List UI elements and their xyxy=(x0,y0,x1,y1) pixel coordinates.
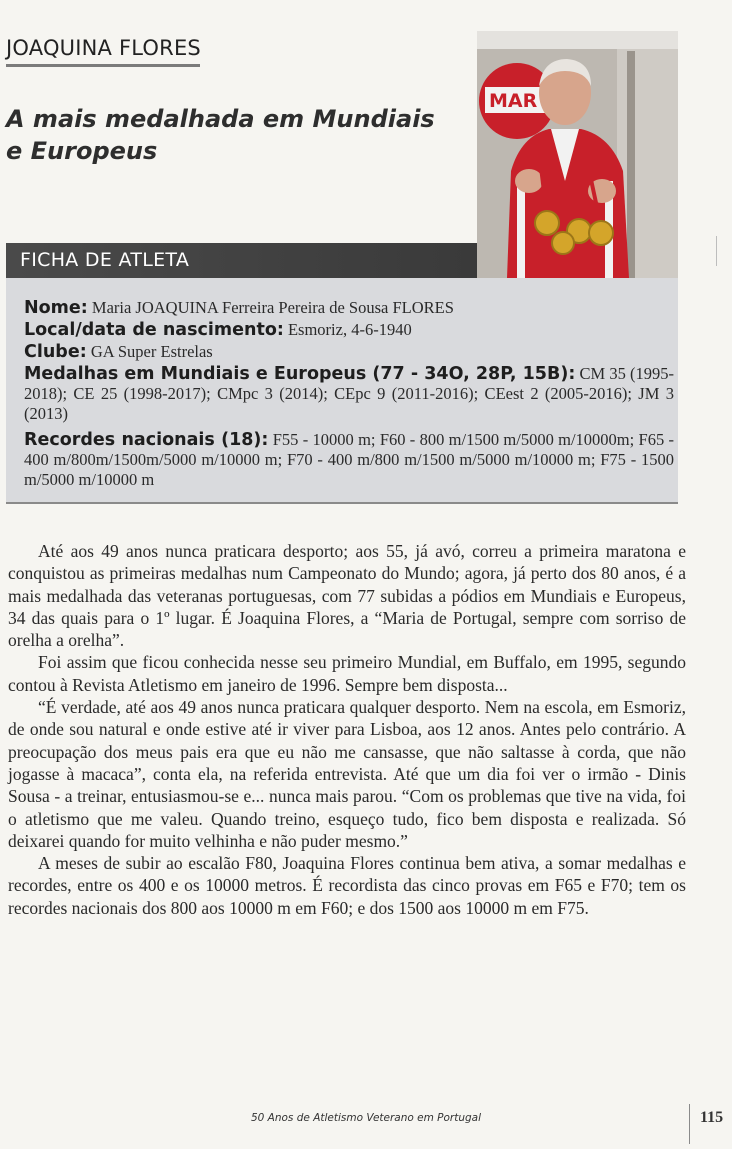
side-mark xyxy=(716,236,717,266)
body-paragraph-4: A meses de subir ao escalão F80, Joaquina Flores continua bem ativa, a somar medalhas e recordes, entre os 400 e os 10000 metros. É recordista das cinco provas em F65 e F70; tem os recordes nacionais dos 800 aos 10000 m em F60; e dos 1500 aos 10000 m em F75. xyxy=(8,853,686,918)
ficha-medalhas-value: CM 35 (1995-2018); CE 25 (1998-2017); CMpc 3 (2014); CEpc 9 (2011-2016); CEest 2 (2005-2016); JM 3 (2013) xyxy=(24,364,675,423)
ficha-local-label: Local/data de nascimento: xyxy=(24,320,284,340)
ficha-medalhas-line xyxy=(24,364,674,424)
headline xyxy=(6,103,446,167)
ficha-local-line xyxy=(24,320,674,340)
ficha-clube-value: GA Super Estrelas xyxy=(90,342,213,361)
ficha-clube-label: Clube: xyxy=(24,342,87,362)
athlete-photo xyxy=(477,31,678,278)
headline-line-2: e Europeus xyxy=(6,137,158,165)
ficha-recordes-value: F55 - 10000 m; F60 - 800 m/1500 m/5000 m/10000m; F65 - 400 m/800m/1500m/5000 m/10000 m; F70 - 400 m/800 m/1500 m/5000 m/10000 m; F75 - 1500 m/5000 m/10000 m xyxy=(24,430,675,489)
ficha-box xyxy=(6,278,678,504)
ficha-header-bar xyxy=(6,243,477,278)
ficha-medalhas-label: Medalhas em Mundiais e Europeus (77 - 34O, 28P, 15B): xyxy=(24,364,576,384)
athlete-name: JOAQUINA FLORES xyxy=(6,36,201,60)
footer-divider xyxy=(689,1104,690,1144)
ficha-recordes-line xyxy=(24,430,674,490)
headline-line-1: A mais medalhada em Mundiais xyxy=(6,105,435,133)
body-paragraph-3: “É verdade, até aos 49 anos nunca praticara qualquer desporto. Nem na escola, em Esmoriz, de onde sou natural e onde estive até ir viver para Lisboa, aos 12 anos. Antes pelo contrário. A preocupação dos meus pais era que eu não me cansasse, que não saltasse à corda, que não jogasse à macaca”, conta ela, na referida entrevista. Até que um dia foi ver o irmão - Dinis Sousa - a treinar, entusiasmou-se e... nunca mais parou. “Com os problemas que tive na vida, foi o atletismo que me valeu. Quando treino, esqueço tudo, fico bem disposta e realizada. Só deixarei quando for muito velhinha e não puder mesmo.” xyxy=(8,697,686,851)
ficha-recordes-label: Recordes nacionais (18): xyxy=(24,430,269,450)
ficha-nome-value: Maria JOAQUINA Ferreira Pereira de Sousa FLORES xyxy=(91,298,454,317)
page-number: 115 xyxy=(700,1109,724,1126)
ficha-title: FICHA DE ATLETA xyxy=(20,249,190,271)
body-paragraph-1: Até aos 49 anos nunca praticara desporto; aos 55, já avó, correu a primeira maratona e conquistou as primeiras medalhas num Campeonato do Mundo; agora, já perto dos 80 anos, é a mais medalhada das veteranas portuguesas, com 77 subidas a pódios em Mundiais e Europeus, 34 das quais para o 1º lugar. É Joaquina Flores, a “Maria de Portugal, sempre com sorriso de orelha a orelha”. xyxy=(8,541,686,651)
ficha-clube-line xyxy=(24,342,674,362)
ficha-local-value: Esmoriz, 4-6-1940 xyxy=(287,320,412,339)
athlete-name-underline xyxy=(6,64,200,67)
article-body xyxy=(8,540,686,919)
footer-book-title: 50 Anos de Atletismo Veterano em Portugal xyxy=(250,1112,482,1124)
sign-text: MAR xyxy=(489,90,538,112)
body-paragraph-2: Foi assim que ficou conhecida nesse seu primeiro Mundial, em Buffalo, em 1995, segundo contou à Revista Atletismo em janeiro de 1996. Sempre bem disposta... xyxy=(8,652,686,695)
ficha-nome-label: Nome: xyxy=(24,298,88,318)
ficha-nome-line xyxy=(24,298,674,318)
